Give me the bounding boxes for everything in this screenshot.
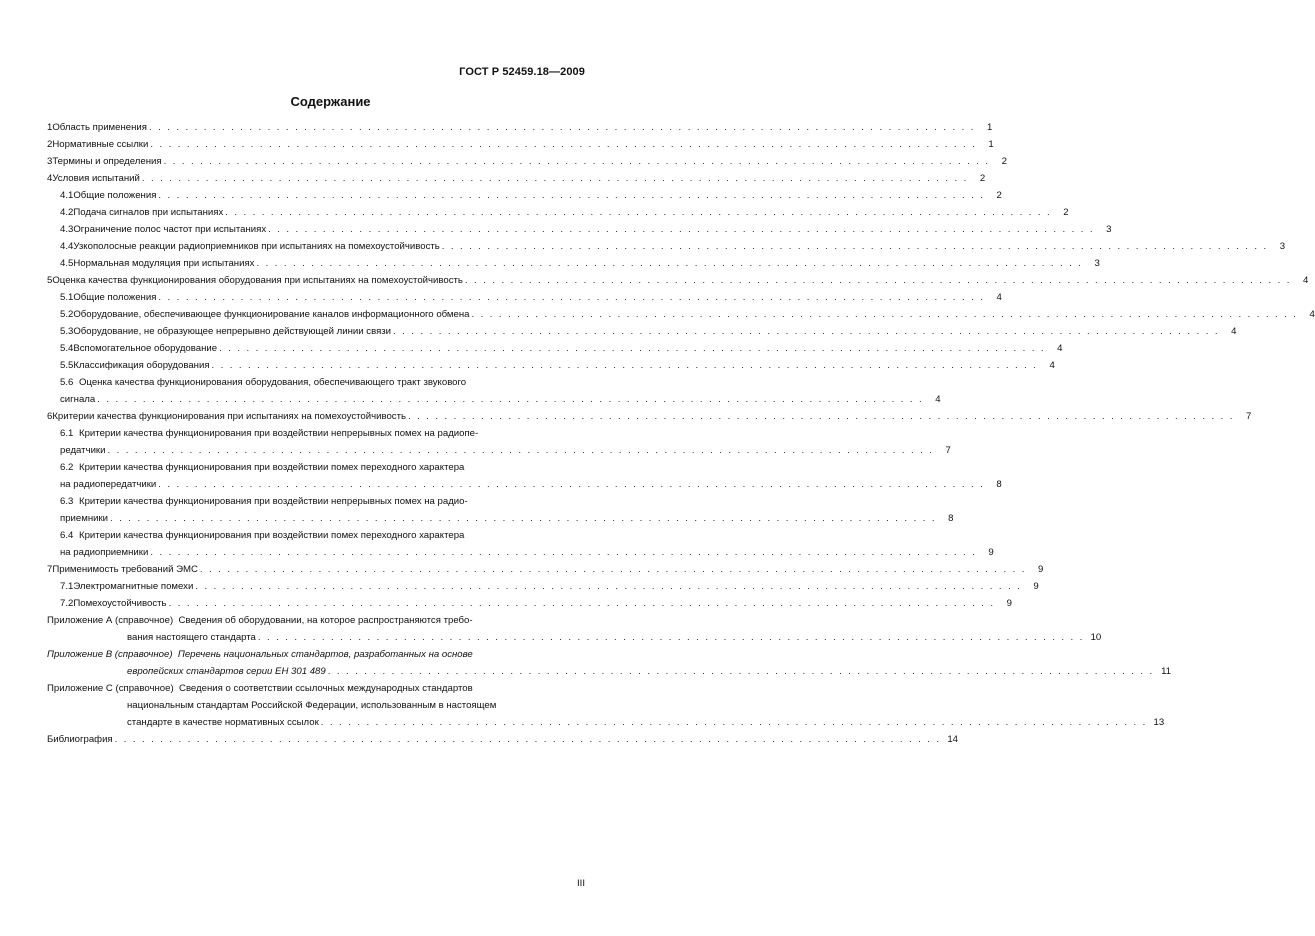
toc-page: 7 [945,445,951,456]
dot-leader: . . . . . . . . . . . . . . . . . . . . . . . . . . . . . . . . . . . . . . . . . . . . . . . . . . . . . . . . . . . . . . . . . . . . . . . . . . . . . . . . . . . . . . . . . . . [225,207,1052,218]
toc-entry-4-3[interactable] [47,221,1112,238]
dot-leader: . . . . . . . . . . . . . . . . . . . . . . . . . . . . . . . . . . . . . . . . . . . . . . . . . . . . . . . . . . . . . . . . . . . . . . . . . . . . . . . . . . . . . . . . . . . [158,190,985,201]
toc-text: Помехоустойчивость [73,598,167,609]
toc-num: 4.2 [60,207,74,218]
toc-text: Подача сигналов при испытаниях [73,207,224,218]
toc-num: 6.1 [60,428,74,439]
toc-text: Ограничение полос частот при испытаниях [73,224,267,235]
toc-entry-3[interactable] [47,153,1007,170]
toc-entry-5-6[interactable] [47,374,941,408]
toc-entry-5-4[interactable] [47,340,1063,357]
toc-entry-4-5[interactable] [47,255,1100,272]
toc-num: 6 [47,411,53,422]
toc-text: Оборудование, не образующее непрерывно действующей линии связи [73,326,392,337]
document-id: ГОСТ Р 52459.18—2009 [459,66,585,78]
toc-page: 2 [1063,207,1069,218]
toc-entry-7-1[interactable] [47,578,1039,595]
appendix-label: Приложение С (справочное) [47,683,174,694]
toc-num: 6.2 [60,462,74,473]
toc-text: Нормальная модуляция при испытаниях [73,258,255,269]
toc-page: 2 [996,190,1002,201]
toc-text: Применимость требований ЭМС [52,564,198,575]
toc-entry-1[interactable] [47,119,993,136]
toc-page: 1 [988,139,994,150]
toc-page: 9 [1033,581,1039,592]
toc-num: 4.3 [60,224,74,235]
toc-num: 4.1 [60,190,74,201]
toc-text: Узкополосные реакции радиоприемников при испытаниях на помехоустойчивость [73,241,440,252]
toc-text: Классификация оборудования [73,360,210,371]
toc-appendix-b[interactable] [47,646,1172,680]
toc-entry-6-1[interactable] [47,425,951,459]
toc-num: 4.5 [60,258,74,269]
toc-text-continued: приемники [60,513,109,524]
toc-entry-5-2[interactable] [47,306,1315,323]
toc-text: Критерии качества функционирования при воздействии помех переходного характера [79,462,465,473]
toc-page: 7 [1246,411,1252,422]
toc-num: 1 [47,122,53,133]
toc-entry-2[interactable] [47,136,994,153]
dot-leader: . . . . . . . . . . . . . . . . . . . . . . . . . . . . . . . . . . . . . . . . . . . . . . . . . . . . . . . . . . . . . . . . . . . . . . . . . . . . . . . . . . . . . . . . . . . [158,292,985,303]
toc-page: 3 [1279,241,1286,252]
toc-num: 2 [47,139,53,150]
toc-num: 7.1 [60,581,74,592]
appendix-text: Сведения о соответствии ссылочных международных стандартов [179,683,473,694]
toc-page: 4 [996,292,1002,303]
toc-num: 5.1 [60,292,74,303]
toc-text: Оценка качества функционирования оборудования, обеспечивающего тракт звукового [79,377,467,388]
dot-leader: . . . . . . . . . . . . . . . . . . . . . . . . . . . . . . . . . . . . . . . . . . . . . . . . . . . . . . . . . . . . . . . . . . . . . . . . . . . . . . . . . . . . . . . . . . . [158,479,985,490]
toc-entry-5[interactable] [47,272,1309,289]
toc-num: 6.3 [60,496,74,507]
toc-page: 4 [1049,360,1055,371]
toc-page: 2 [979,173,986,184]
toc-page: 4 [1231,326,1237,337]
toc-text: Электромагнитные помехи [73,581,194,592]
toc-entry-5-3[interactable] [47,323,1237,340]
appendix-label: Приложение В (справочное) [47,649,173,660]
toc-text: Общие положения [73,190,157,201]
toc-text: Критерии качества функционирования при воздействии непрерывных помех на радиопе- [79,428,479,439]
toc-text: Общие положения [73,292,157,303]
toc-text: Нормативные ссылки [52,139,149,150]
dot-leader: . . . . . . . . . . . . . . . . . . . . . . . . . . . . . . . . . . . . . . . . . . . . . . . . . . . . . . . . . . . . . . . . . . . . . . . . . . . . . . . . . . . . . . . . . . . [163,156,990,167]
toc-entry-4[interactable] [47,170,986,187]
appendix-text: Перечень национальных стандартов, разработанных на основе [177,649,473,660]
dot-leader: . . . . . . . . . . . . . . . . . . . . . . . . . . . . . . . . . . . . . . . . . . . . . . . . . . . . . . . . . . . . . . . . . . . . . . . . . . . . . . . . . . . . . . . . . . . [150,547,977,558]
toc-text: Оценка качества функционирования оборудования при испытаниях на помехоустойчивость [52,275,463,286]
table-of-contents [47,119,1315,748]
toc-entry-4-1[interactable] [47,187,1002,204]
toc-entry-6[interactable] [47,408,1252,425]
dot-leader: . . . . . . . . . . . . . . . . . . . . . . . . . . . . . . . . . . . . . . . . . . . . . . . . . . . . . . . . . . . . . . . . . . . . . . . . . . . . . . . . . . . . . . . . . . . [471,309,1298,320]
toc-title: Содержание [290,94,371,109]
toc-bibliography[interactable] [47,731,958,748]
toc-num: 5.3 [60,326,74,337]
toc-page: 8 [996,479,1002,490]
appendix-text-continued: европейских стандартов серии ЕН 301 489 [127,666,326,677]
toc-page: 4 [1309,309,1315,320]
toc-page: 3 [1106,224,1112,235]
dot-leader: . . . . . . . . . . . . . . . . . . . . . . . . . . . . . . . . . . . . . . . . . . . . . . . . . . . . . . . . . . . . . . . . . . . . . . . . . . . . . . . . . . . . . . . . . . . [114,734,941,745]
toc-num: 5.5 [60,360,74,371]
toc-text: Термины и определения [52,156,162,167]
dot-leader: . . . . . . . . . . . . . . . . . . . . . . . . . . . . . . . . . . . . . . . . . . . . . . . . . . . . . . . . . . . . . . . . . . . . . . . . . . . . . . . . . . . . . . . . . . . [219,343,1046,354]
appendix-text-continued: стандарте в качестве нормативных ссылок [127,717,319,728]
toc-text: Оборудование, обеспечивающее функционирование каналов информационного обмена [73,309,470,320]
toc-appendix-a[interactable] [47,612,1102,646]
toc-page: 14 [947,734,958,745]
dot-leader: . . . . . . . . . . . . . . . . . . . . . . . . . . . . . . . . . . . . . . . . . . . . . . . . . . . . . . . . . . . . . . . . . . . . . . . . . . . . . . . . . . . . . . . . . . . [464,275,1292,286]
dot-leader: . . . . . . . . . . . . . . . . . . . . . . . . . . . . . . . . . . . . . . . . . . . . . . . . . . . . . . . . . . . . . . . . . . . . . . . . . . . . . . . . . . . . . . . . . . . [441,241,1269,252]
dot-leader: . . . . . . . . . . . . . . . . . . . . . . . . . . . . . . . . . . . . . . . . . . . . . . . . . . . . . . . . . . . . . . . . . . . . . . . . . . . . . . . . . . . . . . . . . . . [110,513,937,524]
toc-entry-6-4[interactable] [47,527,994,561]
dot-leader: . . . . . . . . . . . . . . . . . . . . . . . . . . . . . . . . . . . . . . . . . . . . . . . . . . . . . . . . . . . . . . . . . . . . . . . . . . . . . . . . . . . . . . . . . . . [195,581,1022,592]
dot-leader: . . . . . . . . . . . . . . . . . . . . . . . . . . . . . . . . . . . . . . . . . . . . . . . . . . . . . . . . . . . . . . . . . . . . . . . . . . . . . . . . . . . . . . . . . . . [327,666,1155,677]
dot-leader: . . . . . . . . . . . . . . . . . . . . . . . . . . . . . . . . . . . . . . . . . . . . . . . . . . . . . . . . . . . . . . . . . . . . . . . . . . . . . . . . . . . . . . . . . . . [256,258,1083,269]
appendix-text: Сведения об оборудовании, на которое распространяются требо- [178,615,473,626]
toc-entry-7-2[interactable] [47,595,1012,612]
toc-num: 3 [47,156,53,167]
toc-text: Критерии качества функционирования при воздействии непрерывных помех на радио- [79,496,468,507]
toc-entry-7[interactable] [47,561,1044,578]
toc-page: 11 [1161,666,1172,677]
toc-page: 4 [1302,275,1309,286]
toc-entry-4-4[interactable] [47,238,1286,255]
dot-leader: . . . . . . . . . . . . . . . . . . . . . . . . . . . . . . . . . . . . . . . . . . . . . . . . . . . . . . . . . . . . . . . . . . . . . . . . . . . . . . . . . . . . . . . . . . . [107,445,934,456]
toc-num: 6.4 [60,530,74,541]
toc-text: Критерии качества функционирования при испытаниях на помехоустойчивость [52,411,406,422]
dot-leader: . . . . . . . . . . . . . . . . . . . . . . . . . . . . . . . . . . . . . . . . . . . . . . . . . . . . . . . . . . . . . . . . . . . . . . . . . . . . . . . . . . . . . . . . . . . [268,224,1095,235]
toc-num: 5.4 [60,343,74,354]
toc-page: 9 [988,547,994,558]
dot-leader: . . . . . . . . . . . . . . . . . . . . . . . . . . . . . . . . . . . . . . . . . . . . . . . . . . . . . . . . . . . . . . . . . . . . . . . . . . . . . . . . . . . . . . . . . . . [199,564,1027,575]
toc-page: 4 [1057,343,1063,354]
toc-text: Условия испытаний [52,173,140,184]
dot-leader: . . . . . . . . . . . . . . . . . . . . . . . . . . . . . . . . . . . . . . . . . . . . . . . . . . . . . . . . . . . . . . . . . . . . . . . . . . . . . . . . . . . . . . . . . . . [211,360,1038,371]
toc-appendix-c[interactable] [47,680,1165,731]
page-number: III [577,878,585,889]
toc-num: 4.4 [60,241,74,252]
toc-page: 3 [1094,258,1100,269]
dot-leader: . . . . . . . . . . . . . . . . . . . . . . . . . . . . . . . . . . . . . . . . . . . . . . . . . . . . . . . . . . . . . . . . . . . . . . . . . . . . . . . . . . . . . . . . . . . [168,598,995,609]
toc-text-continued: на радиопередатчики [60,479,157,490]
toc-num: 5.2 [60,309,74,320]
toc-num: 5.6 [60,377,74,388]
toc-text-continued: редатчики [60,445,106,456]
toc-page: 2 [1001,156,1007,167]
toc-entry-5-5[interactable] [47,357,1055,374]
appendix-text-continued: вания настоящего стандарта [127,632,256,643]
toc-num: 4 [47,173,53,184]
toc-page: 9 [1037,564,1044,575]
dot-leader: . . . . . . . . . . . . . . . . . . . . . . . . . . . . . . . . . . . . . . . . . . . . . . . . . . . . . . . . . . . . . . . . . . . . . . . . . . . . . . . . . . . . . . . . . . . [408,411,1235,422]
dot-leader: . . . . . . . . . . . . . . . . . . . . . . . . . . . . . . . . . . . . . . . . . . . . . . . . . . . . . . . . . . . . . . . . . . . . . . . . . . . . . . . . . . . . . . . . . . . [141,173,969,184]
toc-text: Критерии качества функционирования при воздействии помех переходного характера [79,530,465,541]
appendix-text-continued: национальным стандартам Российской Федерации, использованным в настоящем [127,700,497,711]
dot-leader: . . . . . . . . . . . . . . . . . . . . . . . . . . . . . . . . . . . . . . . . . . . . . . . . . . . . . . . . . . . . . . . . . . . . . . . . . . . . . . . . . . . . . . . . . . . [393,326,1220,337]
toc-text: Библиография [47,734,113,745]
dot-leader: . . . . . . . . . . . . . . . . . . . . . . . . . . . . . . . . . . . . . . . . . . . . . . . . . . . . . . . . . . . . . . . . . . . . . . . . . . . . . . . . . . . . . . . . . . . [150,139,977,150]
toc-page: 4 [935,394,941,405]
toc-text: Вспомогательное оборудование [73,343,218,354]
toc-text-continued: сигнала [60,394,96,405]
toc-entry-4-2[interactable] [47,204,1069,221]
appendix-label: Приложение А (справочное) [47,615,174,626]
toc-entry-6-2[interactable] [47,459,1002,493]
toc-num: 5 [47,275,53,286]
toc-page: 1 [986,122,993,133]
toc-num: 7 [47,564,53,575]
toc-page: 8 [948,513,954,524]
toc-page: 9 [1006,598,1012,609]
dot-leader: . . . . . . . . . . . . . . . . . . . . . . . . . . . . . . . . . . . . . . . . . . . . . . . . . . . . . . . . . . . . . . . . . . . . . . . . . . . . . . . . . . . . . . . . . . . [320,717,1148,728]
toc-page: 10 [1090,632,1102,643]
dot-leader: . . . . . . . . . . . . . . . . . . . . . . . . . . . . . . . . . . . . . . . . . . . . . . . . . . . . . . . . . . . . . . . . . . . . . . . . . . . . . . . . . . . . . . . . . . . [97,394,924,405]
toc-text: Область применения [52,122,147,133]
toc-page: 13 [1153,717,1165,728]
dot-leader: . . . . . . . . . . . . . . . . . . . . . . . . . . . . . . . . . . . . . . . . . . . . . . . . . . . . . . . . . . . . . . . . . . . . . . . . . . . . . . . . . . . . . . . . . . . [148,122,976,133]
dot-leader: . . . . . . . . . . . . . . . . . . . . . . . . . . . . . . . . . . . . . . . . . . . . . . . . . . . . . . . . . . . . . . . . . . . . . . . . . . . . . . . . . . . . . . . . . . . [257,632,1085,643]
toc-entry-6-3[interactable] [47,493,954,527]
toc-entry-5-1[interactable] [47,289,1002,306]
toc-text-continued: на радиоприемники [60,547,149,558]
toc-num: 7.2 [60,598,74,609]
